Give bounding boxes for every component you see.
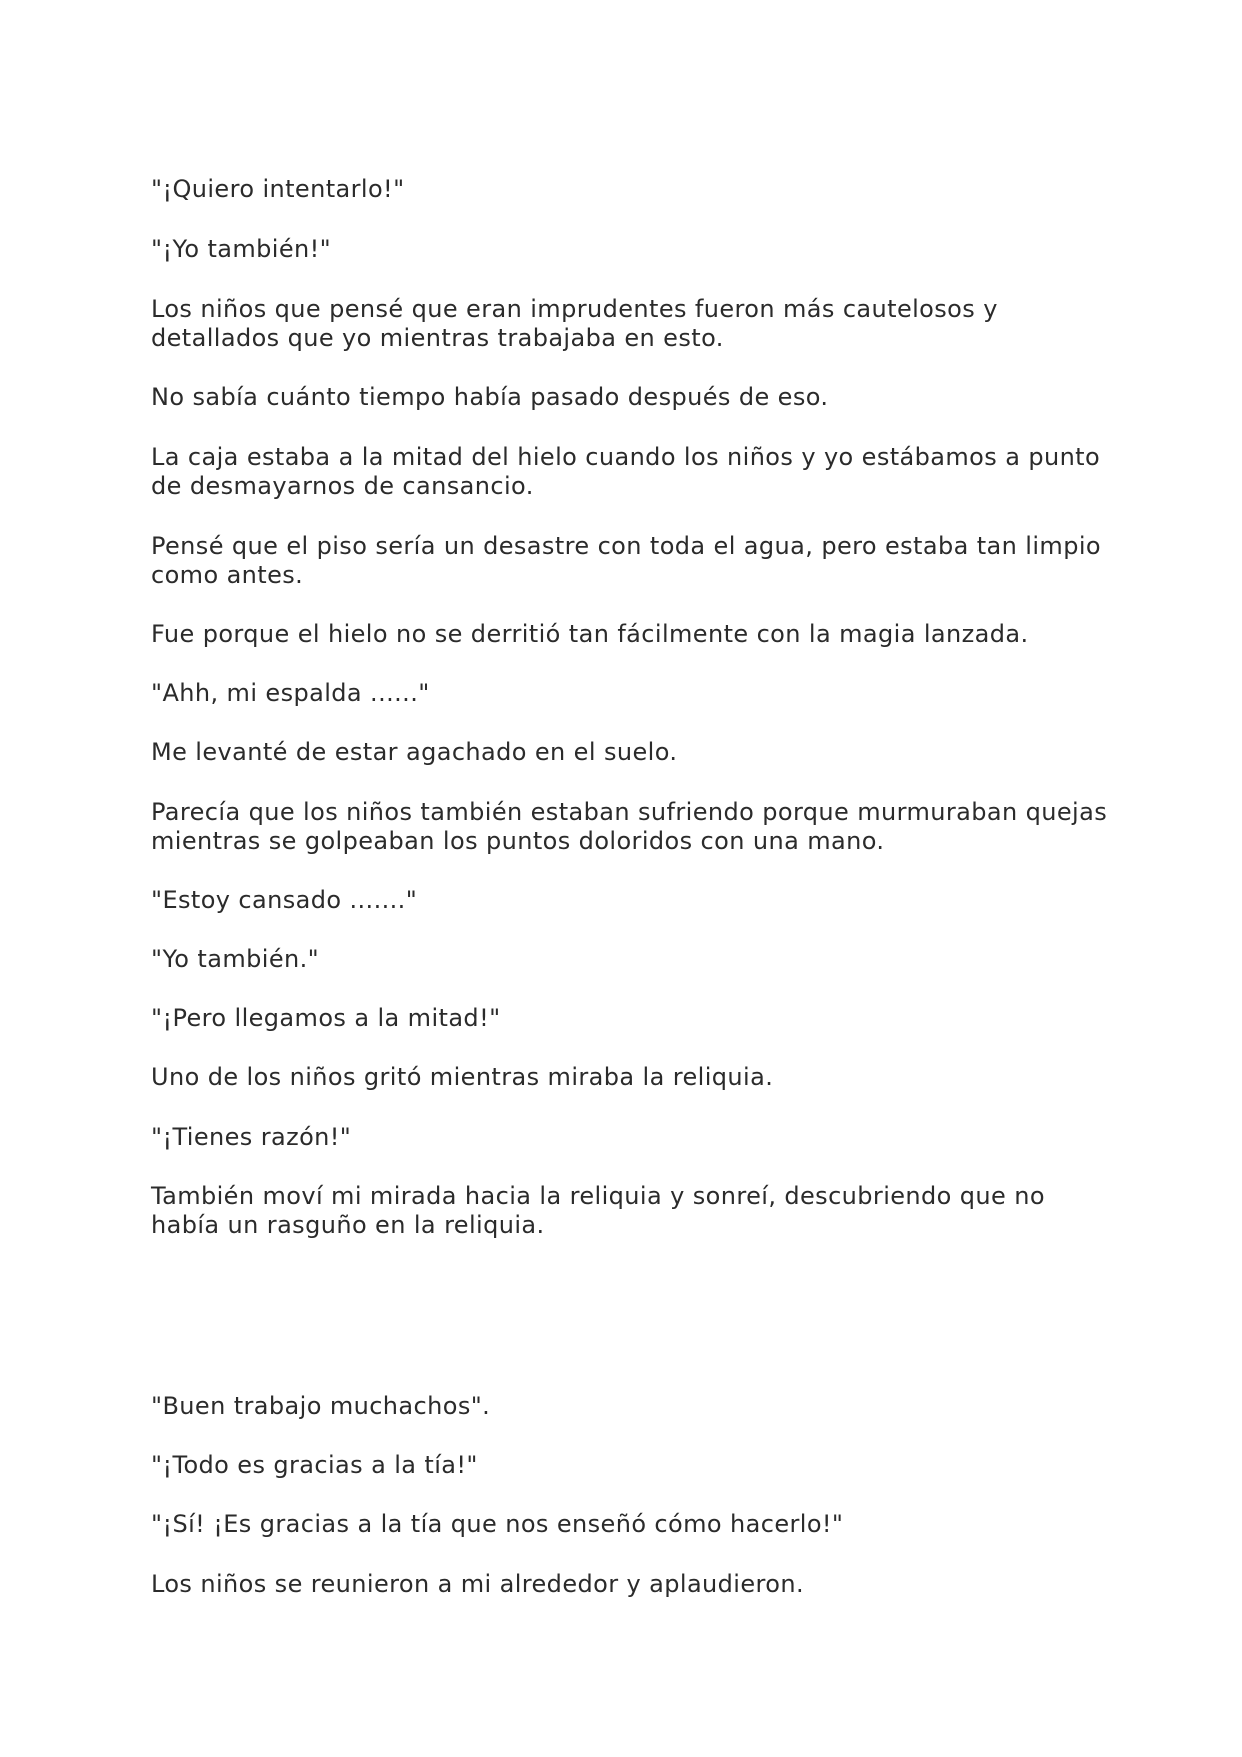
paragraph: No sabía cuánto tiempo había pasado después de eso. xyxy=(151,383,829,411)
paragraph: "Buen trabajo muchachos". xyxy=(151,1392,491,1420)
paragraph: "Yo también." xyxy=(151,945,320,973)
paragraph: Los niños que pensé que eran imprudentes fueron más cautelosos y detallados que yo mientras trabajaba en esto. xyxy=(151,295,998,352)
paragraph: Fue porque el hielo no se derritió tan fácilmente con la magia lanzada. xyxy=(151,620,1029,648)
paragraph: "¡Yo también!" xyxy=(151,235,332,263)
paragraph: También moví mi mirada hacia la reliquia y sonreí, descubriendo que no había un rasguño en la reliquia. xyxy=(151,1182,1045,1239)
paragraph: Los niños se reunieron a mi alrededor y aplaudieron. xyxy=(151,1570,804,1598)
paragraph: "¡Pero llegamos a la mitad!" xyxy=(151,1004,501,1032)
paragraph: Me levanté de estar agachado en el suelo. xyxy=(151,738,678,766)
paragraph: Pensé que el piso sería un desastre con toda el agua, pero estaba tan limpio como antes. xyxy=(151,532,1101,589)
paragraph: La caja estaba a la mitad del hielo cuando los niños y yo estábamos a punto de desmayarnos de cansancio. xyxy=(151,443,1101,500)
paragraph: "¡Todo es gracias a la tía!" xyxy=(151,1451,478,1479)
paragraph: "¡Quiero intentarlo!" xyxy=(151,175,405,203)
paragraph: "¡Tienes razón!" xyxy=(151,1123,352,1151)
paragraph: Parecía que los niños también estaban sufriendo porque murmuraban quejas mientras se golpeaban los puntos doloridos con una mano. xyxy=(151,798,1108,855)
paragraph: "¡Sí! ¡Es gracias a la tía que nos enseñó cómo hacerlo!" xyxy=(151,1510,844,1538)
paragraph: "Ahh, mi espalda ......" xyxy=(151,679,430,707)
paragraph: "Estoy cansado ......." xyxy=(151,886,418,914)
paragraph: Uno de los niños gritó mientras miraba la reliquia. xyxy=(151,1063,774,1091)
